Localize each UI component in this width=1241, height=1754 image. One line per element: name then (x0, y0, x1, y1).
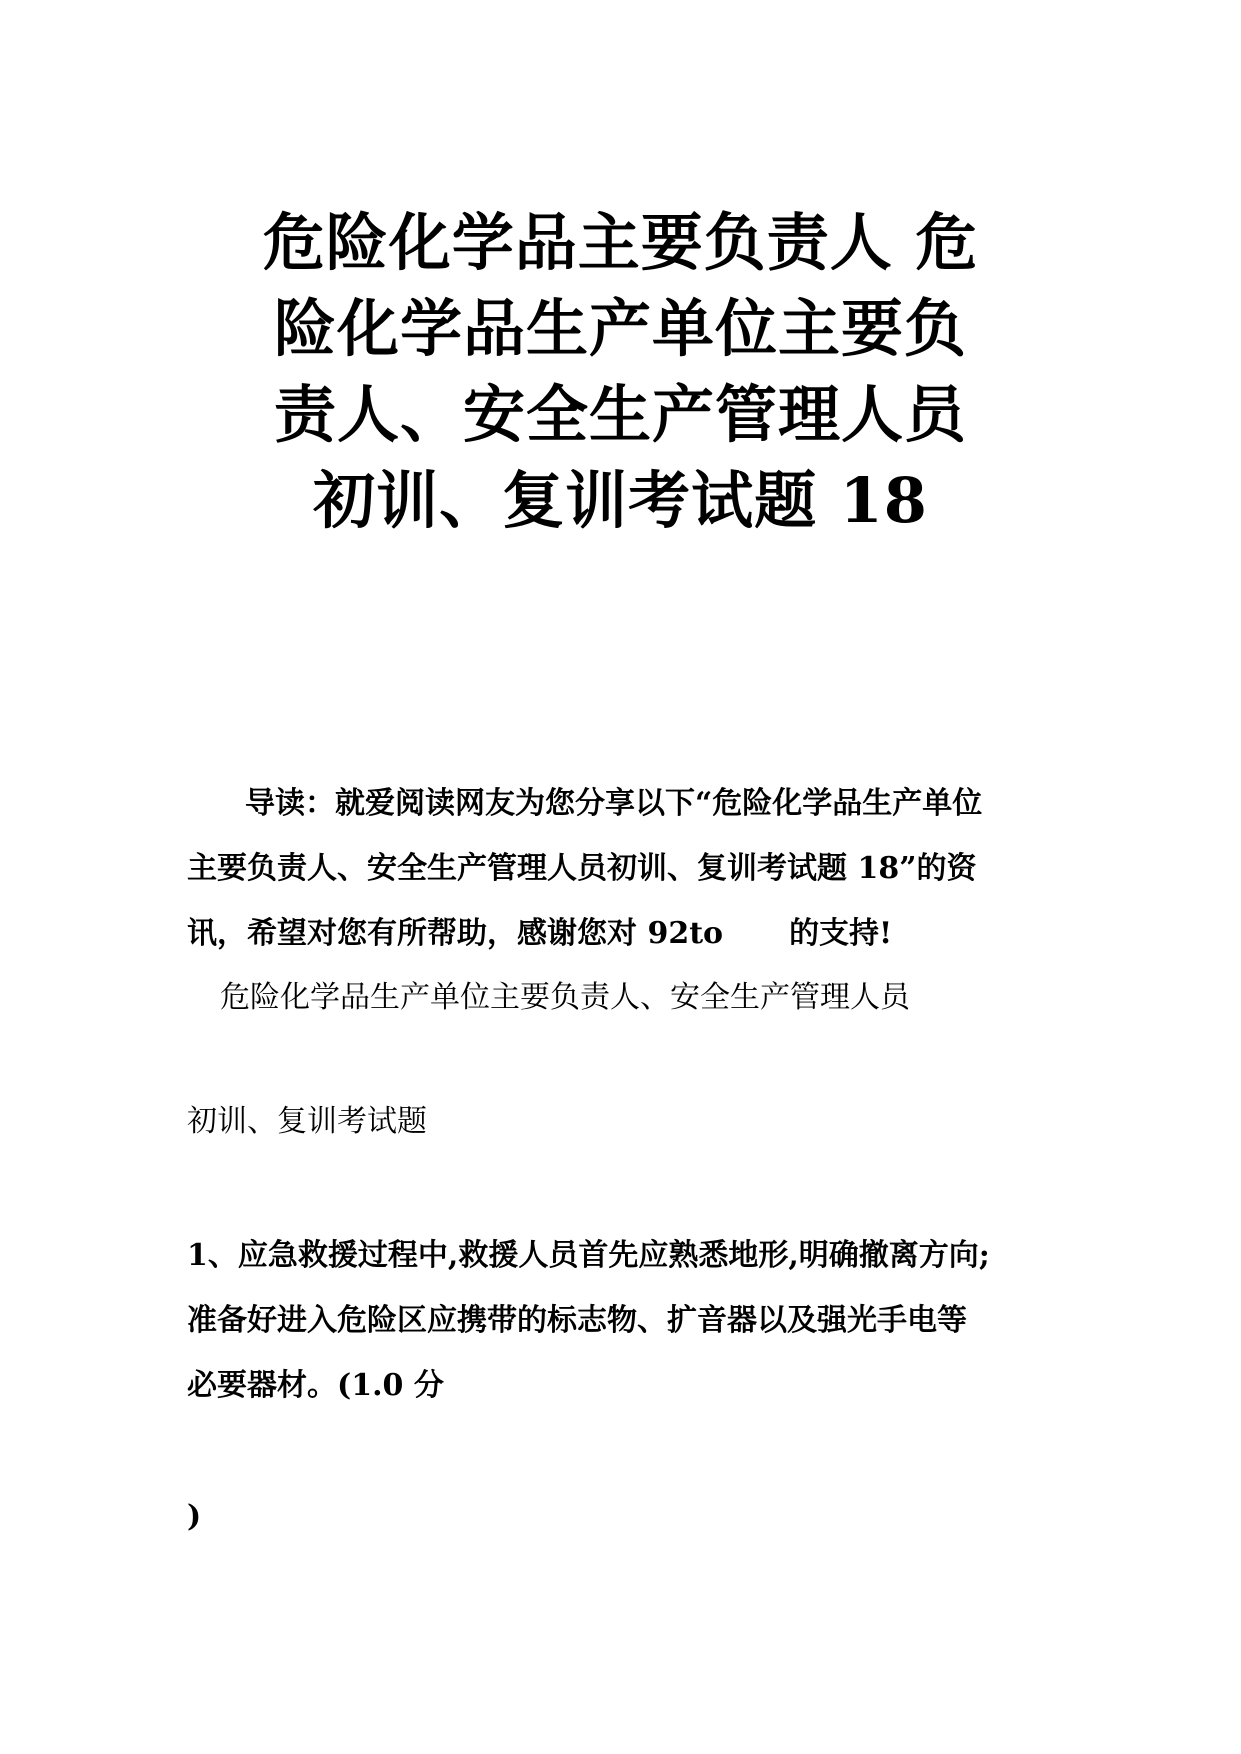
question-1-line-3: 必要器材。(1.0 分 (187, 1368, 444, 1403)
question-1-line-1: 1、应急救援过程中,救援人员首先应熟悉地形,明确撤离方向; (187, 1238, 990, 1273)
title-line-1: 危险化学品主要负责人 危 (262, 206, 979, 279)
title-line-2: 险化学品生产单位主要负 (273, 292, 967, 365)
subtitle-line-1: 危险化学品生产单位主要负责人、安全生产管理人员 (220, 980, 910, 1015)
title-line-4: 初训、复训考试题 18 (313, 464, 928, 537)
question-1-line-2: 准备好进入危险区应携带的标志物、扩音器以及强光手电等 (187, 1303, 967, 1338)
intro-line-1: 导读：就爱阅读网友为您分享以下“危险化学品生产单位 (245, 786, 983, 821)
question-1-line-4: ) (187, 1499, 202, 1534)
intro-line-3-part-a: 讯，希望对您有所帮助，感谢您对 92to (187, 916, 724, 951)
intro-line-3 (187, 914, 892, 954)
title-line-3: 责人、安全生产管理人员 (273, 378, 967, 451)
document-title (150, 200, 1091, 544)
subtitle-line-2: 初训、复训考试题 (187, 1104, 427, 1139)
intro-line-2: 主要负责人、安全生产管理人员初训、复训考试题 18”的资 (187, 851, 977, 886)
intro-line-3-part-b: 的支持! (789, 916, 893, 951)
